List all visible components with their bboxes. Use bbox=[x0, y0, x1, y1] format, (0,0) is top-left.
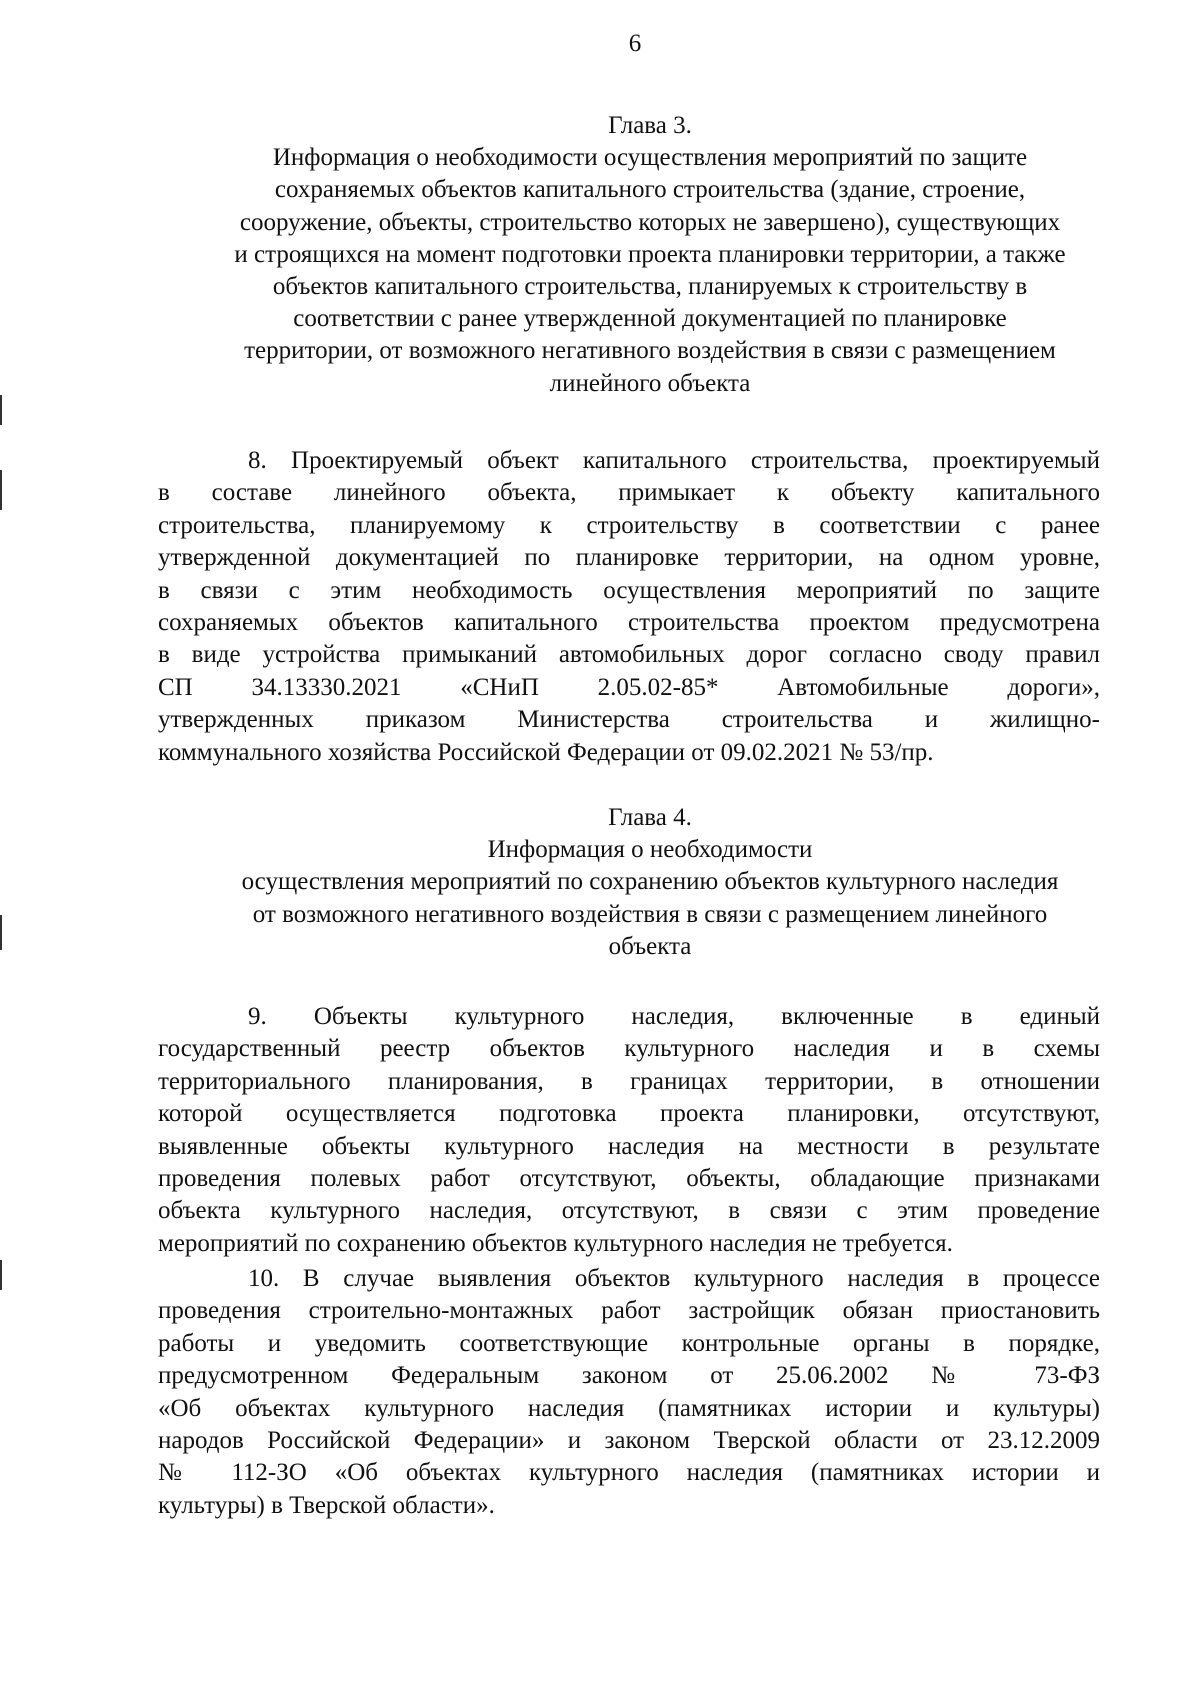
paragraph-9 bbox=[158, 1001, 1100, 1260]
paragraph-line: которой осуществляется подготовка проекта планировки, отсутствуют, bbox=[158, 1100, 1100, 1128]
paragraph-line: в виде устройства примыканий автомобильных дорог согласно своду правил bbox=[158, 641, 1100, 669]
paragraph-line: объекта культурного наследия, отсутствуют, в связи с этим проведение bbox=[158, 1197, 1100, 1225]
paragraph-line: 9. Объекты культурного наследия, включенные в единый bbox=[248, 1003, 1100, 1030]
paragraph-10 bbox=[158, 1263, 1100, 1522]
chapter-3-heading-line: объектов капитального строительства, планируемых к строительству в bbox=[272, 273, 1028, 301]
page-number: 6 bbox=[628, 30, 642, 57]
paragraph-line: работы и уведомить соответствующие контрольные органы в порядке, bbox=[158, 1329, 1100, 1357]
paragraph-line: народов Российской Федерации» и законом Тверской области от 23.12.2009 bbox=[158, 1426, 1100, 1454]
paragraph-line: 10. В случае выявления объектов культурного наследия в процессе bbox=[248, 1265, 1100, 1292]
paragraph-line: выявленные объекты культурного наследия на местности в результате bbox=[158, 1132, 1100, 1160]
chapter-3-heading-line: сооружение, объекты, строительство которых не завершено), существующих bbox=[239, 208, 1061, 236]
paragraph-line: территориального планирования, в границах территории, в отношении bbox=[158, 1067, 1100, 1095]
paragraph-line: утвержденной документацией по планировке территории, на одном уровне, bbox=[158, 544, 1100, 572]
scan-edge-mark bbox=[0, 395, 2, 425]
paragraph-line: проведения полевых работ отсутствуют, объекты, обладающие признаками bbox=[158, 1164, 1100, 1192]
paragraph-line: проведения строительно-монтажных работ застройщик обязан приостановить bbox=[158, 1297, 1100, 1325]
paragraph-line: государственный реестр объектов культурного наследия и в схемы bbox=[158, 1035, 1100, 1063]
paragraph-line: 8. Проектируемый объект капитального строительства, проектируемый bbox=[248, 447, 1100, 474]
chapter-4-heading-line: объекта bbox=[608, 932, 692, 960]
chapter-3-heading-line: линейного объекта bbox=[549, 369, 751, 397]
chapter-4-heading-line: от возможного негативного воздействия в связи с размещением линейного bbox=[252, 900, 1048, 928]
paragraph-8 bbox=[158, 445, 1100, 769]
chapter-4-title: Глава 4. bbox=[608, 804, 692, 831]
paragraph-line: в составе линейного объекта, примыкает к объекту капитального bbox=[158, 479, 1100, 507]
paragraph-line: в связи с этим необходимость осуществления мероприятий по защите bbox=[158, 576, 1100, 604]
chapter-4-heading bbox=[150, 802, 1150, 963]
paragraph-line: сохраняемых объектов капитального строительства проектом предусмотрена bbox=[158, 608, 1100, 636]
paragraph-line: утвержденных приказом Министерства строительства и жилищно- bbox=[158, 706, 1100, 734]
paragraph-line: культуры) в Тверской области». bbox=[158, 1491, 495, 1519]
paragraph-line: «Об объектах культурного наследия (памятниках истории и культуры) bbox=[158, 1394, 1100, 1422]
scan-edge-mark bbox=[0, 1260, 2, 1290]
chapter-3-heading-line: территории, от возможного негативного воздействия в связи с размещением bbox=[244, 337, 1056, 365]
chapter-3-heading-line: Информация о необходимости осуществления мероприятий по защите bbox=[272, 144, 1028, 172]
scan-edge-mark bbox=[0, 470, 2, 510]
scan-edge-mark bbox=[0, 915, 2, 950]
chapter-3-heading-line: сохраняемых объектов капитального строительства (здание, строение, bbox=[274, 176, 1026, 204]
paragraph-line: СП 34.13330.2021 «СНиП 2.05.02-85* Автомобильные дороги», bbox=[158, 673, 1100, 701]
paragraph-line: коммунального хозяйства Российской Федерации от 09.02.2021 № 53/пр. bbox=[158, 738, 934, 766]
chapter-3-title: Глава 3. bbox=[608, 112, 692, 139]
paragraph-line: мероприятий по сохранению объектов культурного наследия не требуется. bbox=[158, 1229, 953, 1257]
paragraph-line: № 112-ЗО «Об объектах культурного наследия (памятниках истории и bbox=[158, 1459, 1100, 1487]
paragraph-line: предусмотренном Федеральным законом от 25.06.2002 № 73-ФЗ bbox=[158, 1362, 1100, 1390]
chapter-3-heading-line: и строящихся на момент подготовки проекта планировки территории, а также bbox=[234, 240, 1066, 268]
chapter-4-heading-line: осуществления мероприятий по сохранению объектов культурного наследия bbox=[241, 868, 1059, 896]
chapter-3-heading bbox=[150, 110, 1150, 400]
paragraph-line: строительства, планируемому к строительству в соответствии с ранее bbox=[158, 511, 1100, 539]
chapter-4-heading-line: Информация о необходимости bbox=[487, 836, 813, 864]
chapter-3-heading-line: соответствии с ранее утвержденной документацией по планировке bbox=[293, 305, 1007, 333]
